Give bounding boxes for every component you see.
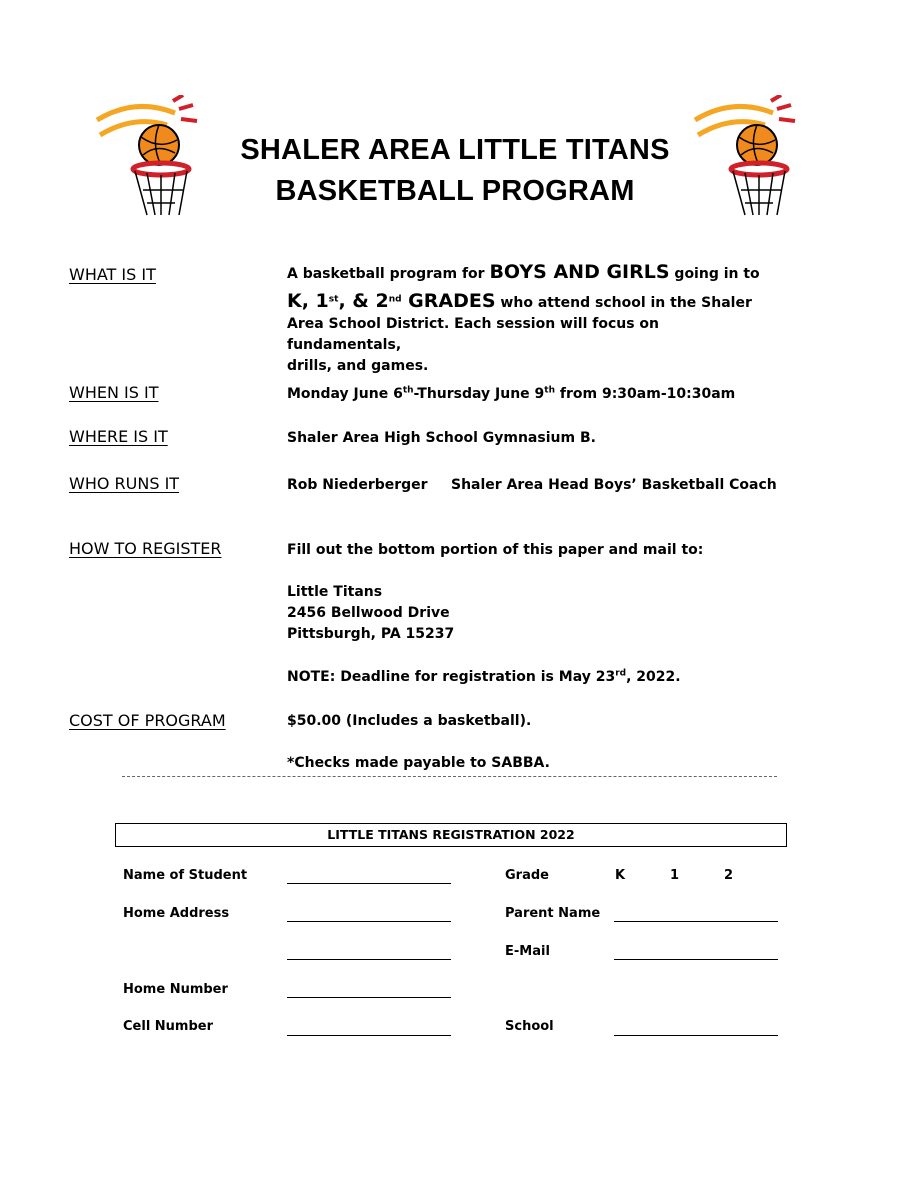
registration-title: LITTLE TITANS REGISTRATION 2022 (115, 823, 787, 847)
parent-name-field[interactable] (614, 921, 778, 922)
cell-number-field[interactable] (287, 1035, 451, 1036)
who-role: Shaler Area Head Boys’ Basketball Coach (451, 477, 777, 493)
grade-label: Grade (505, 868, 549, 883)
school-label: School (505, 1019, 554, 1034)
grade-option-2[interactable]: 2 (724, 868, 734, 883)
cost-price: $50.00 (Includes a basketball). (287, 713, 532, 729)
home-number-label: Home Number (123, 982, 228, 997)
deadline-note: NOTE: Deadline for registration is May 23rd, 2022. (287, 668, 681, 685)
what-label: WHAT IS IT (69, 265, 156, 284)
name-of-student-label: Name of Student (123, 868, 248, 883)
how-instruction: Fill out the bottom portion of this paper and mail to: (287, 542, 704, 558)
email-field[interactable] (614, 959, 778, 960)
where-text: Shaler Area High School Gymnasium B. (287, 430, 596, 446)
parent-name-label: Parent Name (505, 906, 601, 921)
who-name: Rob Niederberger (287, 477, 428, 493)
mail-address: Little Titans 2456 Bellwood Drive Pittsburgh, PA 15237 (287, 584, 455, 642)
what-text: A basketball program for BOYS AND GIRLS going in to K, 1st, & 2nd GRADES who attend school in the Shaler Area School District. Each session will focus on fundamentals, drills, and games. (287, 261, 760, 374)
home-number-field[interactable] (287, 997, 451, 998)
where-label: WHERE IS IT (69, 427, 168, 446)
how-label: HOW TO REGISTER (69, 539, 222, 558)
when-label: WHEN IS IT (69, 383, 159, 402)
school-field[interactable] (614, 1035, 778, 1036)
home-address-label: Home Address (123, 906, 230, 921)
grade-option-k[interactable]: K (615, 868, 626, 883)
page-title: SHALER AREA LITTLE TITANS (240, 134, 670, 166)
cut-line (122, 776, 777, 777)
email-label: E-Mail (505, 944, 550, 959)
cell-number-label: Cell Number (123, 1019, 214, 1034)
page-subtitle: BASKETBALL PROGRAM (275, 175, 635, 207)
home-address-field[interactable] (287, 921, 451, 922)
grade-option-1[interactable]: 1 (670, 868, 680, 883)
name-of-student-field[interactable] (287, 883, 451, 884)
cost-label: COST OF PROGRAM (69, 711, 226, 730)
home-address-field-2[interactable] (287, 959, 451, 960)
when-text: Monday June 6th-Thursday June 9th from 9:30am-10:30am (287, 385, 736, 402)
checks-note: *Checks made payable to SABBA. (287, 755, 550, 771)
who-label: WHO RUNS IT (69, 474, 180, 493)
